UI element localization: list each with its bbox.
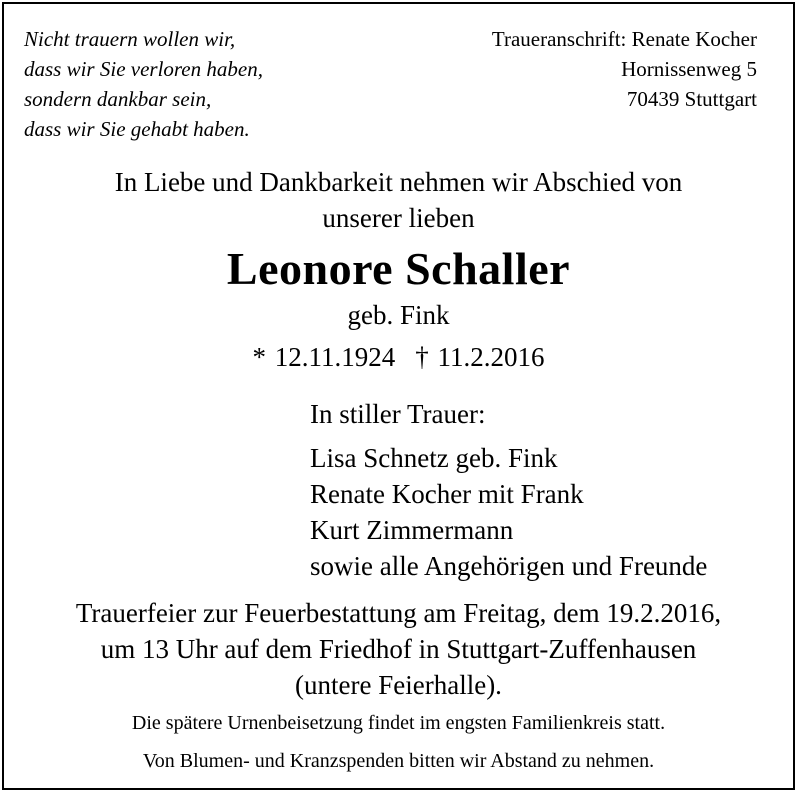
- death-date: † 11.2.2016: [415, 342, 545, 372]
- mourner-name: Renate Kocher mit Frank: [310, 479, 584, 509]
- mourning-address: [492, 24, 757, 114]
- mourner-name: Kurt Zimmermann: [310, 515, 514, 545]
- birth-date: * 12.11.1924: [252, 342, 396, 372]
- mourner-name: sowie alle Angehörigen und Freunde: [310, 551, 708, 581]
- address-city: 70439 Stuttgart: [626, 87, 757, 111]
- intro-line: unserer lieben: [322, 203, 475, 233]
- maiden-name: geb. Fink: [347, 300, 450, 330]
- mourners-label: In stiller Trauer:: [310, 399, 486, 429]
- deceased-name: Leonore Schaller: [226, 243, 571, 294]
- quote-line: dass wir Sie gehabt haben.: [24, 117, 250, 141]
- quote-line: dass wir Sie verloren haben,: [24, 57, 263, 81]
- address-street: Hornissenweg 5: [621, 57, 757, 81]
- service-line: (untere Feierhalle).: [295, 670, 502, 700]
- quote-line: Nicht trauern wollen wir,: [24, 27, 236, 51]
- service-line: Trauerfeier zur Feuerbestattung am Freitag, dem 19.2.2016,: [75, 598, 722, 628]
- intro-line: In Liebe und Dankbarkeit nehmen wir Abschied von: [114, 167, 683, 197]
- life-dates: [4, 340, 793, 374]
- address-label: Traueranschrift: Renate Kocher: [491, 27, 757, 51]
- urn-burial-note: Die spätere Urnenbeisetzung findet im engsten Familienkreis statt.: [131, 712, 666, 734]
- mourner-name: Lisa Schnetz geb. Fink: [310, 443, 558, 473]
- funeral-service-info: [4, 595, 793, 703]
- flower-donation-note: Von Blumen- und Kranzspenden bitten wir Abstand zu nehmen.: [142, 750, 655, 772]
- quote-line: sondern dankbar sein,: [24, 87, 212, 111]
- farewell-intro: [4, 164, 793, 236]
- memorial-quote: [24, 24, 263, 144]
- obituary-notice: [2, 2, 795, 790]
- mourners-list: [310, 396, 707, 584]
- service-line: um 13 Uhr auf dem Friedhof in Stuttgart-Zuffenhausen: [100, 634, 697, 664]
